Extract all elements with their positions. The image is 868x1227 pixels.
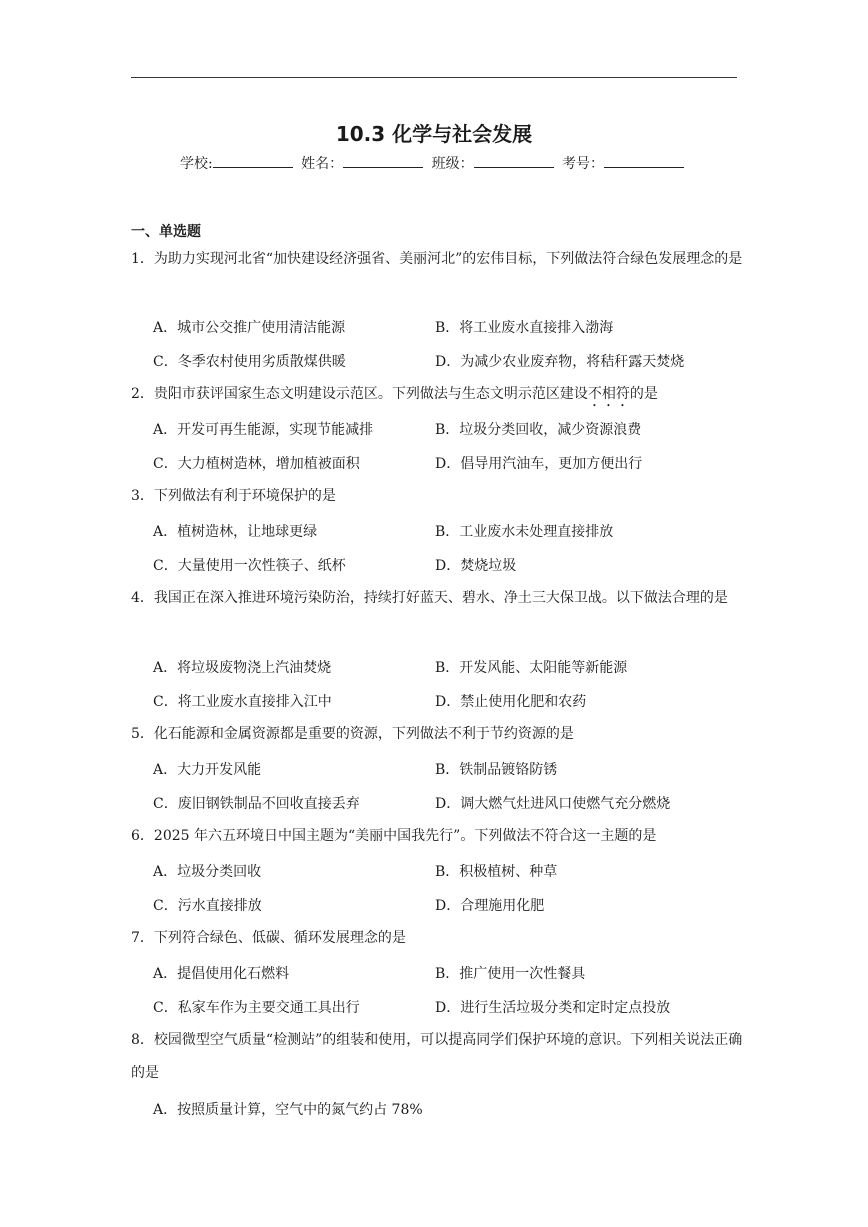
question-1 [131,243,743,276]
question-number: 2． [131,386,154,402]
student-info-line [0,153,868,173]
question-2 [131,378,743,411]
class-label: 班级： [431,156,474,172]
q1-option-b: B．将工业废水直接排入渤海 [435,320,614,336]
q3-option-c: C．大量使用一次性筷子、纸杯 [153,558,346,574]
q5-option-d: D．调大燃气灶进风口使燃气充分燃烧 [435,796,671,812]
question-number: 8． [131,1032,154,1048]
question-stem: 2025 年六五环境日中国主题为“美丽中国我先行”。下列做法不符合这一主题的是 [153,828,657,844]
question-5 [131,718,743,751]
q6-option-b: B．积极植树、种草 [435,864,558,880]
school-blank [213,153,293,168]
question-stem: 我国正在深入推进环境污染防治，持续打好蓝天、碧水、净土三大保卫战。以下做法合理的是 [153,590,728,606]
question-4 [131,582,743,615]
question-stem-part: 的是 [629,386,658,402]
school-label: 学校: [179,156,213,172]
q3-option-b: B．工业废水未处理直接排放 [435,524,614,540]
question-number: 1． [131,251,154,267]
question-stem: 下列做法有利于环境保护的是 [153,488,336,504]
question-stem: 校园微型空气质量“检测站”的组装和使用，可以提高同学们保护环境的意识。下列相关说法正确的是 [131,1032,743,1081]
name-blank [343,153,423,168]
q4-option-a: A．将垃圾废物浇上汽油焚烧 [153,660,332,676]
question-number: 4． [131,590,154,606]
question-stem: 为助力实现河北省“加快建设经济强省、美丽河北”的宏伟目标，下列做法符合绿色发展理念的是 [153,251,743,267]
question-number: 7． [131,930,154,946]
exam-no-blank [604,153,684,168]
q5-option-c: C．废旧钢铁制品不回收直接丢弃 [153,796,360,812]
question-stem: 化石能源和金属资源都是重要的资源，下列做法不利于节约资源的是 [153,726,574,742]
q2-option-d: D．倡导用汽油车，更加方便出行 [435,456,643,472]
q7-option-c: C．私家车作为主要交通工具出行 [153,1000,360,1016]
name-label: 姓名： [301,156,344,172]
exam-no-label: 考号： [562,156,605,172]
q6-option-d: D．合理施用化肥 [435,898,545,914]
q7-option-d: D．进行生活垃圾分类和定时定点投放 [435,1000,671,1016]
q1-option-c: C．冬季农村使用劣质散煤供暖 [153,354,346,370]
question-stem: 下列符合绿色、低碳、循环发展理念的是 [153,930,406,946]
page-title: 10.3 化学与社会发展 [335,122,533,146]
question-3 [131,480,743,513]
q6-option-a: A．垃圾分类回收 [153,864,262,880]
section-title: 一、单选题 [131,224,201,240]
question-7 [131,922,743,955]
q2-option-b: B．垃圾分类回收，减少资源浪费 [435,422,642,438]
q2-option-c: C．大力植树造林，增加植被面积 [153,456,360,472]
q6-option-c: C．污水直接排放 [153,898,262,914]
q4-option-d: D．禁止使用化肥和农药 [435,694,587,710]
question-number: 5． [131,726,154,742]
question-6 [131,820,743,853]
q3-option-d: D．焚烧垃圾 [435,558,517,574]
q4-option-b: B．开发风能、太阳能等新能源 [435,660,628,676]
q3-option-a: A．植树造林，让地球更绿 [153,524,318,540]
q7-option-a: A．提倡使用化石燃料 [153,966,290,982]
question-stem-part: 贵阳市获评国家生态文明建设示范区。下列做法与生态文明示范区建设 [153,386,588,402]
q5-option-a: A．大力开发风能 [153,762,262,778]
question-8 [131,1024,743,1090]
top-rule [131,77,737,78]
class-blank [474,153,554,168]
question-number: 6． [131,828,154,844]
q2-option-a: A．开发可再生能源，实现节能减排 [153,422,374,438]
q4-option-c: C．将工业废水直接排入江中 [153,694,332,710]
q8-option-a: A．按照质量计算，空气中的氮气约占 78% [153,1102,423,1118]
question-stem-emphasis: 不相符 [587,386,630,402]
q7-option-b: B．推广使用一次性餐具 [435,966,586,982]
q1-option-a: A．城市公交推广使用清洁能源 [153,320,346,336]
question-number: 3． [131,488,154,504]
q5-option-b: B．铁制品镀铬防锈 [435,762,558,778]
q1-option-d: D．为减少农业废弃物，将秸秆露天焚烧 [435,354,685,370]
